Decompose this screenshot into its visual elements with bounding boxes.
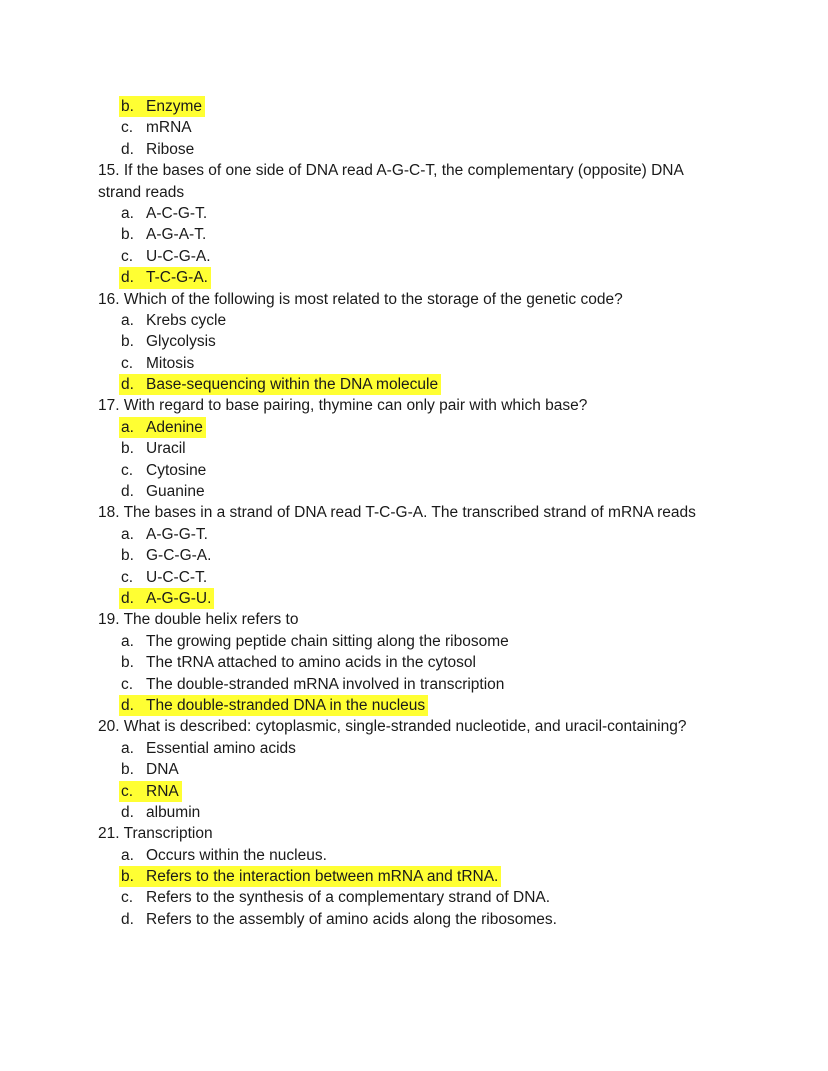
answer-option xyxy=(0,674,828,695)
option-text: Refers to the assembly of amino acids along the ribosomes. xyxy=(146,910,557,928)
question-line: strand reads xyxy=(98,183,185,201)
option-letter: c. xyxy=(121,782,134,800)
option-letter: c. xyxy=(121,675,134,693)
option-text: mRNA xyxy=(146,119,192,137)
question-line: 18. The bases in a strand of DNA read T-C-G-A. The transcribed strand of mRNA reads xyxy=(98,504,696,522)
answer-option-highlighted xyxy=(0,866,828,887)
option-text: T-C-G-A. xyxy=(146,269,208,287)
option-text: Refers to the interaction between mRNA and tRNA. xyxy=(146,868,499,886)
question-text xyxy=(0,289,828,310)
question-line: 19. The double helix refers to xyxy=(98,611,299,629)
answer-option-highlighted xyxy=(0,781,828,802)
option-body xyxy=(119,224,209,245)
option-text: Ribose xyxy=(146,140,195,158)
answer-highlight xyxy=(119,781,182,802)
option-letter: d. xyxy=(121,696,134,714)
option-text: Glycolysis xyxy=(146,333,216,351)
option-letter: d. xyxy=(121,483,134,501)
option-text: A-G-G-T. xyxy=(146,525,208,543)
option-letter: a. xyxy=(121,739,134,757)
answer-highlight xyxy=(119,96,205,117)
answer-option xyxy=(0,224,828,245)
option-text: Refers to the synthesis of a complementary strand of DNA. xyxy=(146,889,551,907)
answer-option xyxy=(0,802,828,823)
answer-option xyxy=(0,759,828,780)
option-text: U-C-G-A. xyxy=(146,247,211,265)
option-body xyxy=(119,845,330,866)
question-text xyxy=(0,502,828,523)
option-letter: a. xyxy=(121,204,134,222)
option-body xyxy=(119,353,197,374)
answer-option xyxy=(0,909,828,930)
answer-highlight xyxy=(119,866,501,887)
answer-option xyxy=(0,438,828,459)
option-letter: d. xyxy=(121,376,134,394)
answer-option xyxy=(0,524,828,545)
answer-highlight xyxy=(119,417,206,438)
answer-option-highlighted xyxy=(0,374,828,395)
question-line: 21. Transcription xyxy=(98,825,213,843)
option-body xyxy=(119,545,214,566)
option-text: DNA xyxy=(146,761,179,779)
answer-highlight xyxy=(119,267,211,288)
answer-highlight xyxy=(119,695,428,716)
answer-option xyxy=(0,631,828,652)
option-text: A-C-G-T. xyxy=(146,204,208,222)
option-text: A-G-A-T. xyxy=(146,226,207,244)
option-text: Adenine xyxy=(146,418,203,436)
document-page xyxy=(0,96,828,930)
option-body xyxy=(119,460,209,481)
answer-option-highlighted xyxy=(0,267,828,288)
option-letter: a. xyxy=(121,632,134,650)
answer-option-highlighted xyxy=(0,588,828,609)
option-letter: a. xyxy=(121,525,134,543)
option-letter: c. xyxy=(121,119,134,137)
question-text xyxy=(0,823,828,844)
option-text: albumin xyxy=(146,803,201,821)
option-letter: c. xyxy=(121,354,134,372)
option-letter: d. xyxy=(121,910,134,928)
answer-option xyxy=(0,310,828,331)
option-body xyxy=(119,481,208,502)
option-body xyxy=(119,117,195,138)
option-letter: c. xyxy=(121,889,134,907)
option-letter: a. xyxy=(121,311,134,329)
option-letter: c. xyxy=(121,568,134,586)
option-text: A-G-G-U. xyxy=(146,589,212,607)
option-text: RNA xyxy=(146,782,179,800)
answer-option xyxy=(0,117,828,138)
answer-option xyxy=(0,845,828,866)
answer-option xyxy=(0,331,828,352)
option-letter: b. xyxy=(121,654,134,672)
answer-highlight xyxy=(119,374,441,395)
answer-option xyxy=(0,460,828,481)
option-body xyxy=(119,524,211,545)
option-letter: b. xyxy=(121,226,134,244)
answer-option xyxy=(0,203,828,224)
option-letter: b. xyxy=(121,868,134,886)
question-line: 16. Which of the following is most related to the storage of the genetic code? xyxy=(98,290,623,308)
option-letter: b. xyxy=(121,761,134,779)
option-text: Enzyme xyxy=(146,98,202,115)
option-body xyxy=(119,331,219,352)
option-text: The tRNA attached to amino acids in the cytosol xyxy=(146,654,476,672)
option-letter: d. xyxy=(121,803,134,821)
answer-option xyxy=(0,353,828,374)
answer-option xyxy=(0,652,828,673)
answer-option xyxy=(0,481,828,502)
option-text: The double-stranded mRNA involved in transcription xyxy=(146,675,505,693)
option-text: Base-sequencing within the DNA molecule xyxy=(146,376,439,394)
question-text xyxy=(0,395,828,416)
option-text: The double-stranded DNA in the nucleus xyxy=(146,696,426,714)
option-body xyxy=(119,246,214,267)
option-letter: b. xyxy=(121,333,134,351)
option-body xyxy=(119,310,229,331)
answer-option xyxy=(0,567,828,588)
question-line: 20. What is described: cytoplasmic, single-stranded nucleotide, and uracil-containing? xyxy=(98,718,687,736)
option-letter: b. xyxy=(121,547,134,565)
option-body xyxy=(119,203,210,224)
answer-option xyxy=(0,545,828,566)
answer-highlight xyxy=(119,588,214,609)
option-body xyxy=(119,567,210,588)
option-letter: a. xyxy=(121,846,134,864)
answer-option-highlighted xyxy=(0,96,828,117)
option-body xyxy=(119,802,203,823)
question-text xyxy=(0,182,828,203)
option-body xyxy=(119,887,553,908)
option-letter: c. xyxy=(121,461,134,479)
question-text xyxy=(0,160,828,181)
option-body xyxy=(119,759,182,780)
option-text: Occurs within the nucleus. xyxy=(146,846,327,864)
answer-option xyxy=(0,139,828,160)
option-letter: d. xyxy=(121,589,134,607)
question-text xyxy=(0,609,828,630)
option-body xyxy=(119,909,560,930)
question-text xyxy=(0,716,828,737)
question-line: 15. If the bases of one side of DNA read A-G-C-T, the complementary (opposite) DNA xyxy=(98,162,684,180)
answer-option xyxy=(0,887,828,908)
option-body xyxy=(119,738,299,759)
option-letter: d. xyxy=(121,140,134,158)
option-letter: a. xyxy=(121,418,134,436)
option-text: Krebs cycle xyxy=(146,311,227,329)
answer-option-highlighted xyxy=(0,417,828,438)
option-text: G-C-G-A. xyxy=(146,547,212,565)
option-text: Guanine xyxy=(146,483,205,501)
option-text: U-C-C-T. xyxy=(146,568,208,586)
option-body xyxy=(119,438,189,459)
option-text: Cytosine xyxy=(146,461,207,479)
option-text: Essential amino acids xyxy=(146,739,296,757)
answer-option xyxy=(0,246,828,267)
option-text: Mitosis xyxy=(146,354,195,372)
option-body xyxy=(119,631,512,652)
answer-option-highlighted xyxy=(0,695,828,716)
answer-option xyxy=(0,738,828,759)
option-text: The growing peptide chain sitting along the ribosome xyxy=(146,632,509,650)
option-body xyxy=(119,652,479,673)
option-text: Uracil xyxy=(146,440,186,458)
question-line: 17. With regard to base pairing, thymine can only pair with which base? xyxy=(98,397,588,415)
option-letter: d. xyxy=(121,269,134,287)
option-body xyxy=(119,139,197,160)
option-letter: c. xyxy=(121,247,134,265)
option-letter: b. xyxy=(121,98,134,115)
option-body xyxy=(119,674,507,695)
option-letter: b. xyxy=(121,440,134,458)
